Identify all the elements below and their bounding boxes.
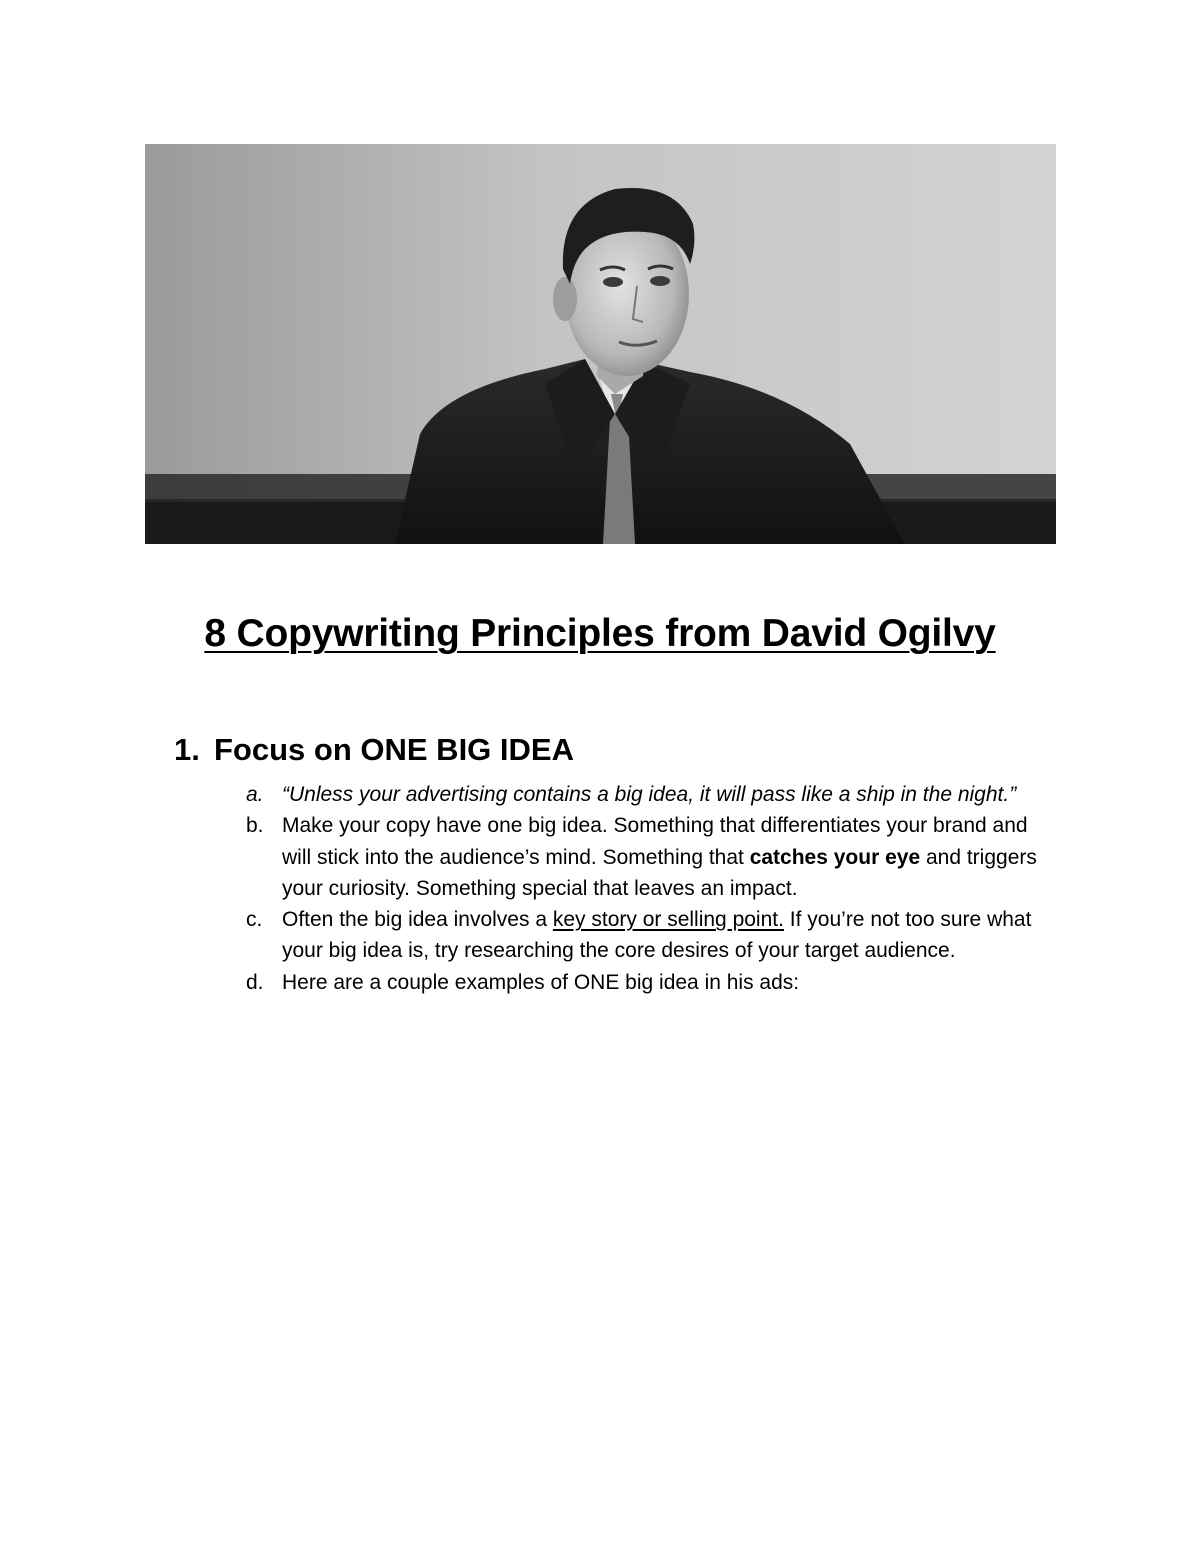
bold-phrase: catches your eye [749,845,921,869]
item-text: If you’re not too sure what your big idea is, try researching the core desires of your target audience. [282,908,1032,963]
section-number: 1. [174,732,200,767]
underlined-phrase: key story or selling point. [552,908,784,932]
list-marker: c. [246,908,263,932]
item-text: Often the big idea involves a [282,908,553,932]
list-marker: a. [246,783,264,806]
list-item [246,904,1052,967]
item-text: Make your copy have one big idea. Something that differentiates your brand and will stick into the audience’s mind. Something that [282,814,1028,869]
portrait-photo [145,144,1056,544]
section-heading-text: Focus on ONE BIG IDEA [214,732,574,767]
ogilvy-quote: “Unless your advertising contains a big idea, it will pass like a ship in the night.” [282,783,1017,806]
list-marker: d. [246,970,264,994]
list-item [246,967,1052,998]
document-title: 8 Copywriting Principles from David Ogilvy [204,612,996,655]
item-text: and triggers your curiosity. Something special that leaves an impact. [282,845,1037,900]
list-marker: b. [246,814,264,838]
list-item [246,779,1052,810]
item-text: Here are a couple examples of ONE big idea in his ads: [282,970,800,994]
list-item [246,810,1052,904]
principle-sub-list [246,779,1052,998]
section-heading [174,732,574,768]
